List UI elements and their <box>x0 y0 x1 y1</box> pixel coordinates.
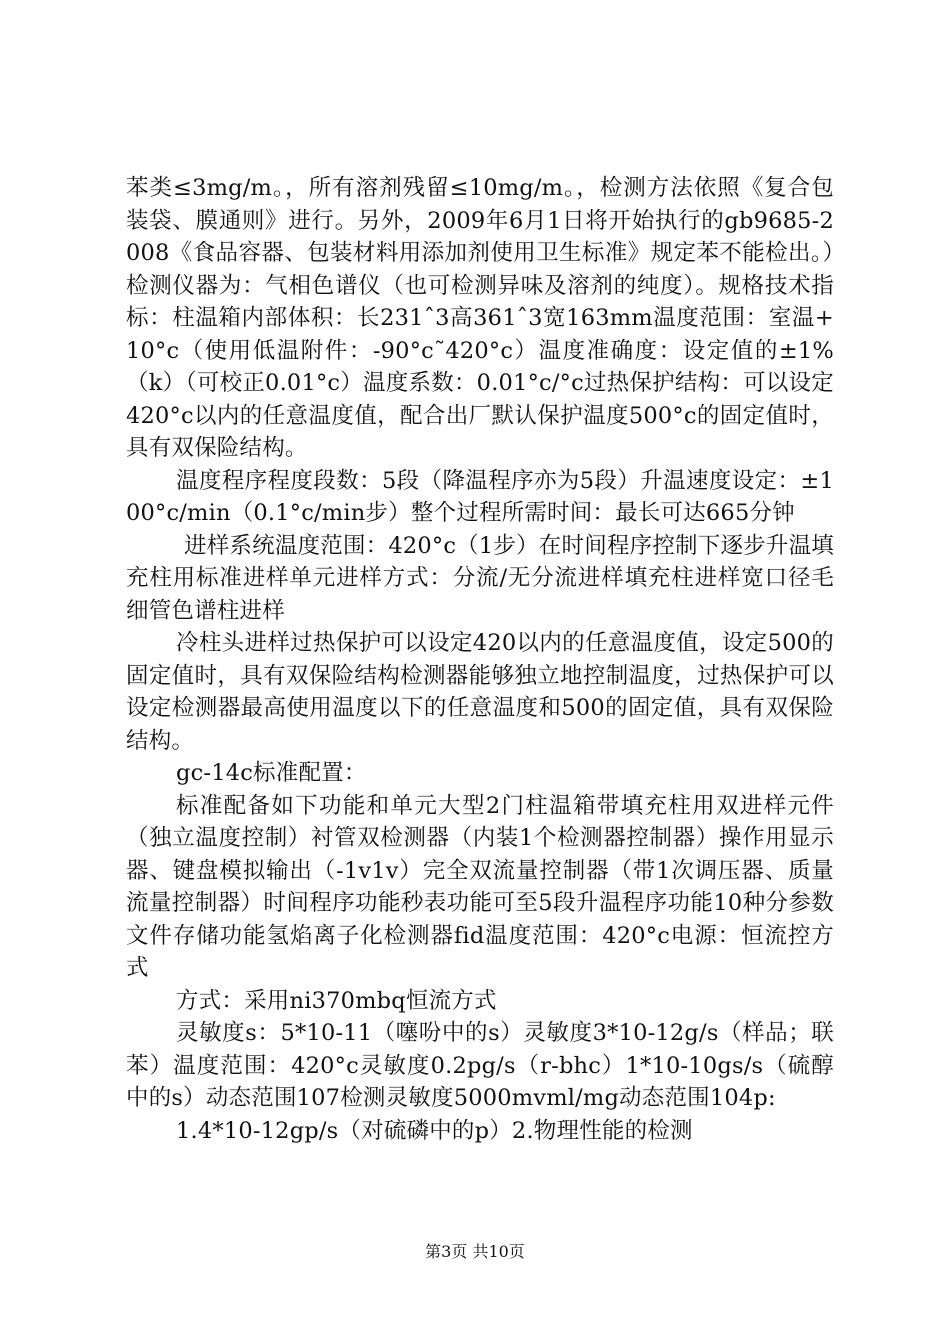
paragraph-solvent-residue: 苯类≤3mg/m。，所有溶剂残留≤10mg/m。，检测方法依照《复合包装袋、膜通则》进行。另外，2009年6月1日将开始执行的gb9685-2008《食品容器、包装材料用添加剂使用卫生标准》规定苯不能检出。）检测仪器为：气相色谱仪（也可检测异味及溶剂的纯度）。规格技术指标：柱温箱内部体积：长231ˆ3高361ˆ3宽163mm温度范围：室温+10°c（使用低温附件：-90°c˜420°c）温度准确度：设定值的±1%（k）（可校正0.01°c）温度系数：0.01°c/°c过热保护结构：可以设定420°c以内的任意温度值，配合出厂默认保护温度500°c的固定值时，具有双保险结构。 <box>126 175 834 461</box>
page-number-footer: 第3页 共10页 <box>425 1242 525 1261</box>
paragraph-temperature-program: 温度程序程度段数：5段（降温程序亦为5段）升温速度设定：±100°c/min（0.1°c/min步）整个过程所需时间：最长可达665分钟 <box>126 467 834 526</box>
paragraph-standard-config: 标准配备如下功能和单元大型2门柱温箱带填充柱用双进样元件（独立温度控制）衬管双检测器（内装1个检测器控制器）操作用显示器、键盘模拟输出（-1v1v）完全双流量控制器（带1次调压器、质量流量控制器）时间程序功能秒表功能可至5段升温程序功能10种分参数文件存储功能氢焰离子化检测器fid温度范围：420°c电源：恒流控方式 <box>126 792 834 981</box>
paragraph-sensitivity: 灵敏度s：5*10-11（噻吩中的s）灵敏度3*10-12g/s（样品；联苯）温度范围：420°c灵敏度0.2pg/s（r-bhc）1*10-10gs/s（硫醇中的s）动态范围107检测灵敏度5000mvml/mg动态范围104p: <box>126 1020 834 1111</box>
paragraph-method: 方式：采用ni370mbq恒流方式 <box>176 987 497 1014</box>
paragraph-cold-column-injection: 冷柱头进样过热保护可以设定420以内的任意温度值，设定500的固定值时，具有双保险结构检测器能够独立地控制温度，过热保护可以设定检测器最高使用温度以下的任意温度和500的固定值，具有双保险结构。 <box>126 630 834 754</box>
paragraph-physical-testing: 1.4*10-12gp/s（对硫磷中的p）2.物理性能的检测 <box>176 1117 693 1144</box>
document-body <box>126 172 834 1147</box>
paragraph-injection-system: 进样系统温度范围：420°c（1步）在时间程序控制下逐步升温填充柱用标准进样单元进样方式：分流/无分流进样填充柱进样宽口径毛细管色谱柱进样 <box>126 532 834 624</box>
paragraph-standard-config-heading: gc-14c标准配置： <box>176 760 367 786</box>
